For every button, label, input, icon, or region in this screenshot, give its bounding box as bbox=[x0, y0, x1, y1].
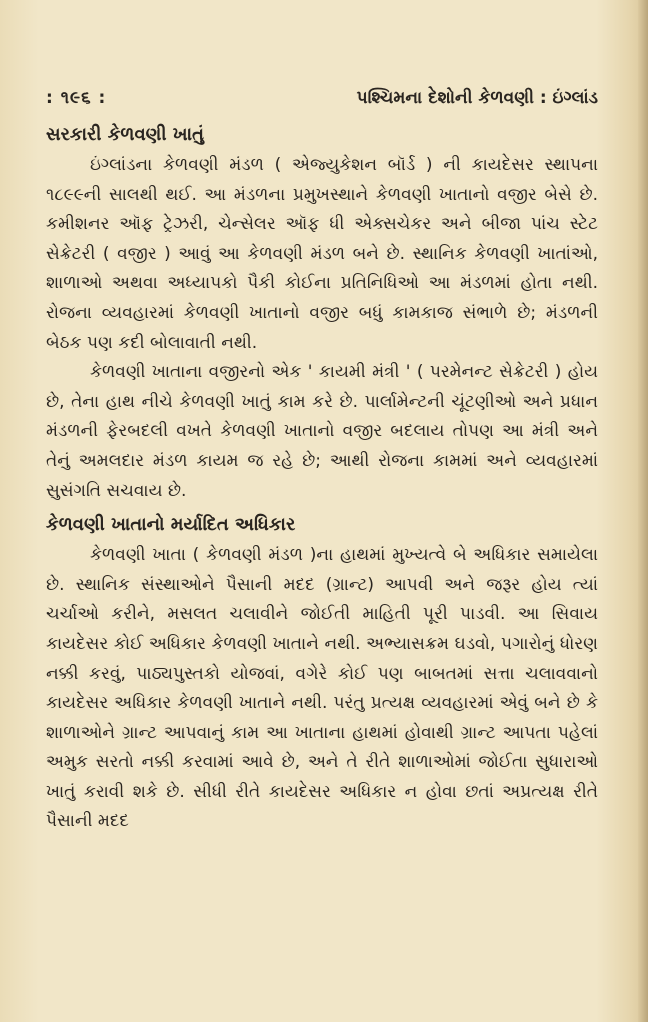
running-header bbox=[46, 88, 598, 108]
section-heading-limited-authority: કેળવણી ખાતાનો મર્યાદિત અધિકાર bbox=[46, 514, 296, 536]
paragraph: ઇંગ્લાંડના કેળવણી મંડળ ( એજ્યુકેશન બૉર્ડ ) ની કાયદેસર સ્થાપના ૧૮૯૯ની સાલથી થઈ. આ મંડળના પ્રમુખસ્થાને કેળવણી ખાતાનો વજીર બેસે છે. કમીશનર ઑફ ટ્રેઝરી, ચેન્સેલર ઑફ ધી એક્સચેકર અને બીજા પાંચ સ્ટેટ સેક્રેટરી ( વજીર ) આવું આ કેળવણી મંડળ બને છે. સ્થાનિક કેળવણી ખાતાંઓ, શાળાઓ અથવા અધ્યાપકો પૈકી કોઈના પ્રતિનિધિઓ આ મંડળમાં હોતા નથી. રોજના વ્યવહારમાં કેળવણી ખાતાનો વજીર બધું કામકાજ સંભાળે છે; મંડળની બેઠક પણ કદી બોલાવાતી નથી. bbox=[46, 155, 598, 353]
paragraph: કેળવણી ખાતાના વજીરનો એક ' કાયમી મંત્રી ' ( પરમેનન્ટ સેક્રેટરી ) હોય છે, તેના હાથ નીચે કેળવણી ખાતું કામ કરે છે. પાર્લામેન્ટની ચૂંટણીઓ અને પ્રધાન મંડળની ફેરબદલી વખતે કેળવણી ખાતાનો વજીર બદલાય તોપણ આ મંત્રી અને તેનું અમલદાર મંડળ કાયમ જ રહે છે; આથી રોજના કામમાં અને વ્યવહારમાં સુસંગતિ સચવાય છે. bbox=[46, 362, 598, 501]
running-title: પશ્ચિમના દેશોની કેળવણી : ઇંગ્લાંડ bbox=[356, 88, 598, 108]
page-edge-shadow bbox=[638, 0, 648, 1022]
page-number: : ૧૯૬ : bbox=[46, 88, 107, 108]
paragraph: કેળવણી ખાતા ( કેળવણી મંડળ )ના હાથમાં મુખ્યત્વે બે અધિકાર સમાયેલા છે. સ્થાનિક સંસ્થાઓને પૈસાની મદદ (ગ્રાન્ટ) આપવી અને જરૂર હોય ત્યાં ચર્ચાઓ કરીને, મસલત ચલાવીને જોઈતી માહિતી પૂરી પાડવી. આ સિવાય કાયદેસર કોઈ અધિકાર કેળવણી ખાતાને નથી. અભ્યાસક્રમ ઘડવો, પગારોનું ધોરણ નક્કી કરવું, પાઠ્યપુસ્તકો યોજવાં, વગેરે કોઈ પણ બાબતમાં સત્તા ચલાવવાનો કાયદેસર અધિકાર કેળવણી ખાતાને નથી. પરંતુ પ્રત્યક્ષ વ્યવહારમાં એવું બને છે કે શાળાઓને ગ્રાન્ટ આપવાનું કામ આ ખાતાના હાથમાં હોવાથી ગ્રાન્ટ આપતા પહેલાં અમુક સરતો નક્કી કરવામાં આવે છે, અને તે રીતે શાળાઓમાં જોઈતા સુધારાઓ ખાતું કરાવી શકે છે. સીધી રીતે કાયદેસર અધિકાર ન હોવા છતાં અપ્રત્યક્ષ રીતે પૈસાની મદદ bbox=[46, 545, 598, 832]
section-heading-education-department: સરકારી કેળવણી ખાતું bbox=[46, 124, 204, 145]
